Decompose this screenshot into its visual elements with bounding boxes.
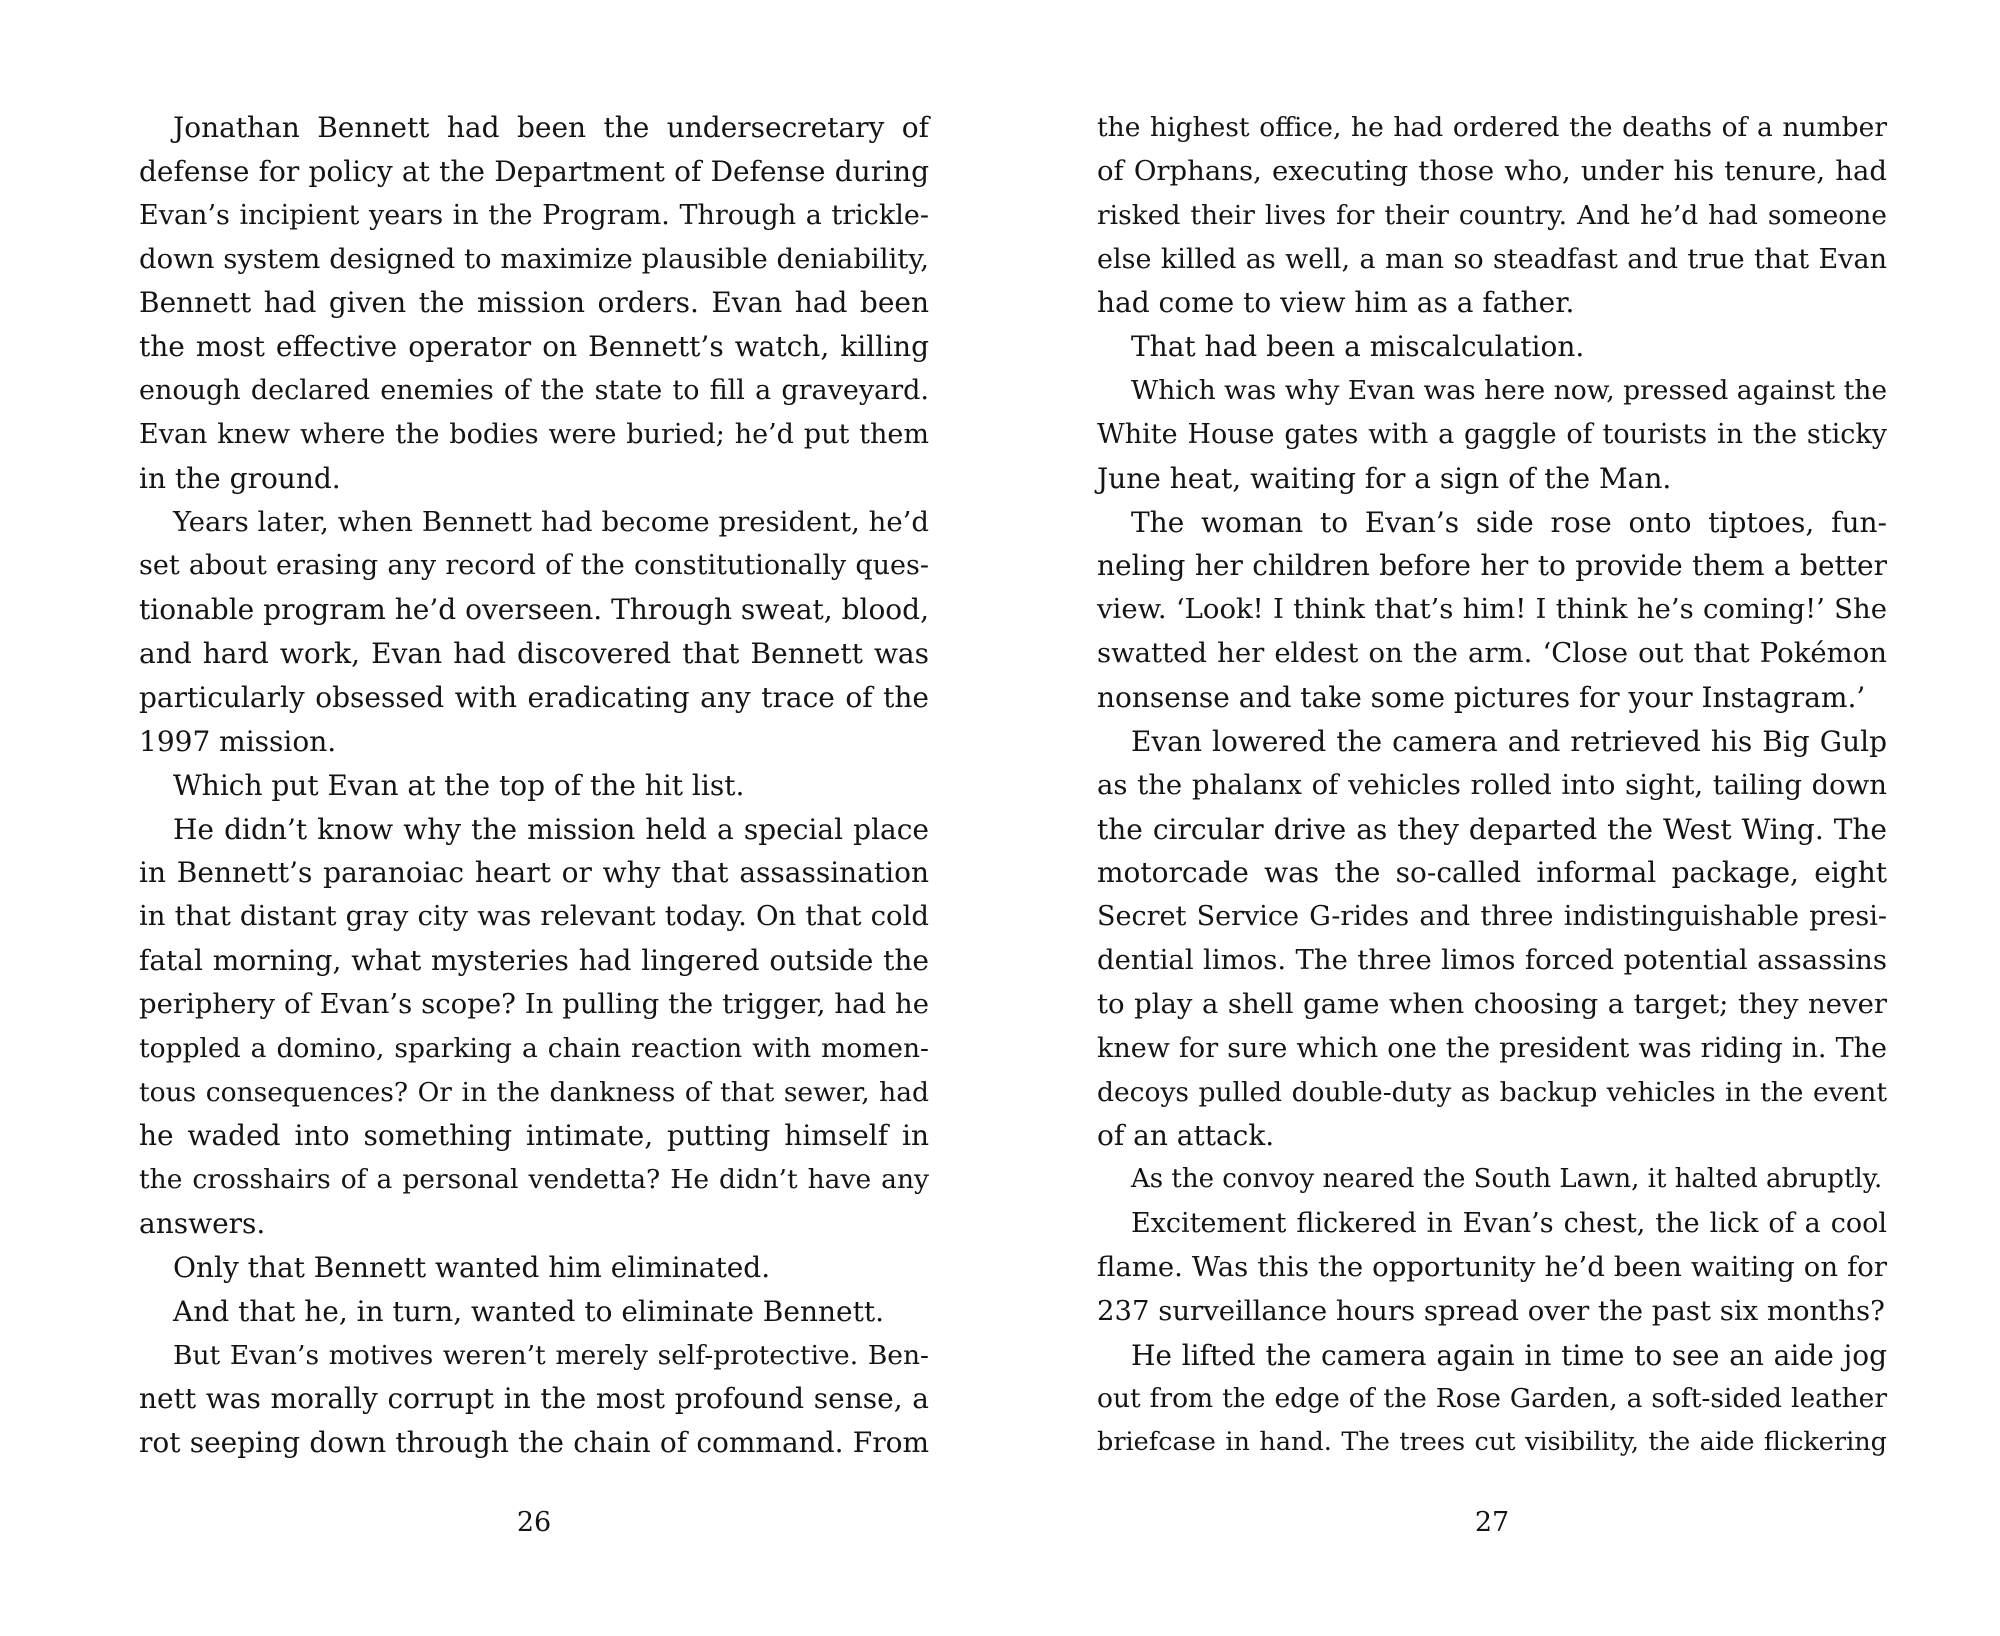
text-line: Secret Service G-rides and three indistinguishable presi- bbox=[1097, 901, 1887, 933]
text-line: motorcade was the so-called informal package, eight bbox=[1097, 856, 1887, 890]
text-line: of Orphans, executing those who, under his tenure, had bbox=[1097, 154, 1887, 187]
text-line: defense for policy at the Department of Defense during bbox=[139, 154, 929, 188]
text-line: rot seeping down through the chain of command. From bbox=[139, 1426, 929, 1460]
right-page-text bbox=[1097, 106, 1887, 1465]
text-line: view. ‘Look! I think that’s him! I think he’s coming!’ She bbox=[1097, 593, 1887, 626]
text-line: And that he, in turn, wanted to eliminate Bennett. bbox=[173, 1294, 884, 1328]
text-line: Which was why Evan was here now, pressed against the bbox=[1131, 375, 1887, 407]
text-line: in that distant gray city was relevant today. On that cold bbox=[139, 900, 929, 933]
text-line: to play a shell game when choosing a target; they never bbox=[1097, 987, 1887, 1020]
text-line: set about erasing any record of the constitutionally ques- bbox=[139, 550, 929, 582]
text-line: Jonathan Bennett had been the undersecretary of bbox=[173, 111, 929, 144]
text-line: Evan’s incipient years in the Program. Through a trickle- bbox=[139, 199, 929, 231]
text-line: the highest office, he had ordered the deaths of a number bbox=[1097, 112, 1887, 143]
text-line: Only that Bennett wanted him eliminated. bbox=[173, 1250, 771, 1284]
text-line: decoys pulled double-duty as backup vehicles in the event bbox=[1097, 1076, 1887, 1108]
text-line: the circular drive as they departed the West Wing. The bbox=[1097, 812, 1887, 846]
text-line: nonsense and take some pictures for your Instagram.’ bbox=[1097, 680, 1866, 714]
text-line: as the phalanx of vehicles rolled into sight, tailing down bbox=[1097, 768, 1887, 801]
text-line: tous consequences? Or in the dankness of that sewer, had bbox=[139, 1076, 929, 1108]
text-line: That had been a miscalculation. bbox=[1131, 330, 1585, 364]
text-line: and hard work, Evan had discovered that Bennett was bbox=[139, 637, 929, 671]
text-line: enough declared enemies of the state to fill a graveyard. bbox=[139, 375, 929, 407]
text-line: Bennett had given the mission orders. Evan had been bbox=[139, 286, 929, 320]
text-line: Years later, when Bennett had become president, he’d bbox=[173, 505, 929, 538]
left-page-number: 26 bbox=[516, 1507, 552, 1538]
text-line: 237 surveillance hours spread over the past six months? bbox=[1097, 1294, 1885, 1327]
text-line: he waded into something intimate, putting himself in bbox=[139, 1119, 929, 1153]
text-line: periphery of Evan’s scope? In pulling the trigger, had he bbox=[139, 987, 929, 1020]
text-line: White House gates with a gaggle of tourists in the sticky bbox=[1097, 418, 1887, 450]
text-line: Evan lowered the camera and retrieved his Big Gulp bbox=[1131, 724, 1887, 758]
left-page-text bbox=[139, 106, 929, 1465]
text-line: out from the edge of the Rose Garden, a soft-sided leather bbox=[1097, 1383, 1887, 1415]
text-line: the crosshairs of a personal vendetta? He didn’t have any bbox=[139, 1164, 929, 1196]
text-line: briefcase in hand. The trees cut visibility, the aide flickering bbox=[1097, 1427, 1887, 1458]
right-page-number: 27 bbox=[1474, 1507, 1510, 1538]
text-line: fatal morning, what mysteries had lingered outside the bbox=[139, 944, 929, 978]
text-line: Excitement flickered in Evan’s chest, the lick of a cool bbox=[1131, 1208, 1887, 1240]
text-line: down system designed to maximize plausible deniability, bbox=[139, 242, 929, 275]
text-line: swatted her eldest on the arm. ‘Close out that Pokémon bbox=[1097, 637, 1887, 670]
text-line: particularly obsessed with eradicating any trace of the bbox=[139, 680, 929, 714]
text-line: knew for sure which one the president was riding in. The bbox=[1097, 1032, 1887, 1064]
text-line: tionable program he’d overseen. Through sweat, blood, bbox=[139, 593, 929, 627]
text-line: neling her children before her to provide them a better bbox=[1097, 549, 1887, 583]
text-line: But Evan’s motives weren’t merely self-protective. Ben- bbox=[173, 1339, 929, 1371]
text-line: dential limos. The three limos forced potential assassins bbox=[1097, 944, 1887, 977]
text-line: toppled a domino, sparking a chain reaction with momen- bbox=[139, 1032, 929, 1064]
text-line: risked their lives for their country. And he’d had someone bbox=[1097, 199, 1887, 231]
text-line: The woman to Evan’s side rose onto tiptoes, fun- bbox=[1131, 505, 1887, 539]
text-line: He lifted the camera again in time to see an aide jog bbox=[1131, 1338, 1887, 1372]
text-line: Evan knew where the bodies were buried; he’d put them bbox=[139, 418, 929, 450]
text-line: of an attack. bbox=[1097, 1119, 1275, 1153]
text-line: June heat, waiting for a sign of the Man. bbox=[1097, 461, 1672, 495]
text-line: the most effective operator on Bennett’s watch, killing bbox=[139, 330, 929, 364]
text-line: Which put Evan at the top of the hit list. bbox=[173, 768, 745, 802]
text-line: in the ground. bbox=[139, 461, 341, 495]
text-line: nett was morally corrupt in the most profound sense, a bbox=[139, 1382, 929, 1416]
text-line: flame. Was this the opportunity he’d been waiting on for bbox=[1097, 1250, 1887, 1283]
text-line: else killed as well, a man so steadfast and true that Evan bbox=[1097, 243, 1887, 275]
text-line: As the convoy neared the South Lawn, it halted abruptly. bbox=[1131, 1164, 1883, 1195]
text-line: had come to view him as a father. bbox=[1097, 286, 1575, 320]
text-line: answers. bbox=[139, 1207, 266, 1241]
text-line: 1997 mission. bbox=[139, 724, 337, 758]
text-line: He didn’t know why the mission held a special place bbox=[173, 812, 929, 846]
text-line: in Bennett’s paranoiac heart or why that assassination bbox=[139, 856, 929, 890]
